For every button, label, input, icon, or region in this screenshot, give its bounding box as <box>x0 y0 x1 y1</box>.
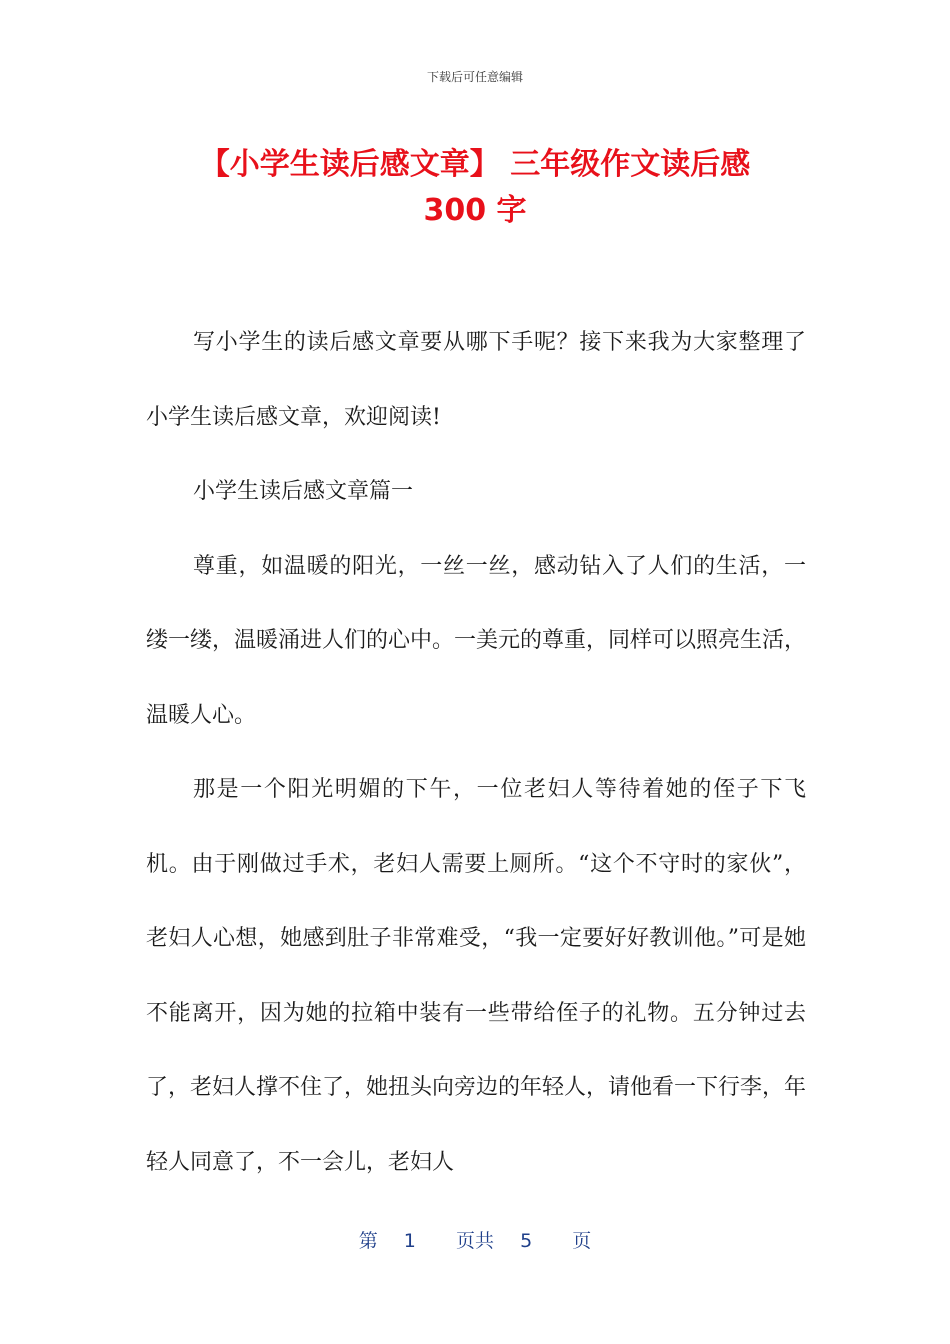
document-title <box>140 142 810 234</box>
page-label-middle: 页共 <box>455 1230 494 1252</box>
page-number-current: 1 <box>403 1230 416 1252</box>
section-heading: 小学生读后感文章篇一 <box>193 479 414 504</box>
page-label-prefix: 第 <box>358 1230 378 1252</box>
page-footer <box>0 1226 950 1253</box>
page-label-suffix: 页 <box>572 1230 592 1252</box>
title-line-2: 300 字 <box>423 193 527 228</box>
document-body <box>146 306 806 1200</box>
page-number-total: 5 <box>520 1230 533 1252</box>
paragraph-respect: 尊重，如温暖的阳光，一丝一丝，感动钻入了人们的生活，一缕一缕，温暖涌进人们的心中。一美元的尊重，同样可以照亮生活，温暖人心。 <box>146 553 807 728</box>
paragraph-intro: 写小学生的读后感文章要从哪下手呢？接下来我为大家整理了小学生读后感文章，欢迎阅读! <box>146 330 806 430</box>
paragraph-story: 那是一个阳光明媚的下午，一位老妇人等待着她的侄子下飞机。由于刚做过手术，老妇人需要上厕所。“这个不守时的家伙”，老妇人心想，她感到肚子非常难受，“我一定要好好教训他。”可是她不能离开，因为她的拉箱中装有一些带给侄子的礼物。五分钟过去了，老妇人撑不住了，她扭头向旁边的年轻人，请他看一下行李，年轻人同意了，不一会儿，老妇人 <box>146 777 807 1175</box>
header-note: 下载后可任意编辑 <box>426 70 523 84</box>
title-line-1: 【小学生读后感文章】 三年级作文读后感 <box>199 147 751 182</box>
